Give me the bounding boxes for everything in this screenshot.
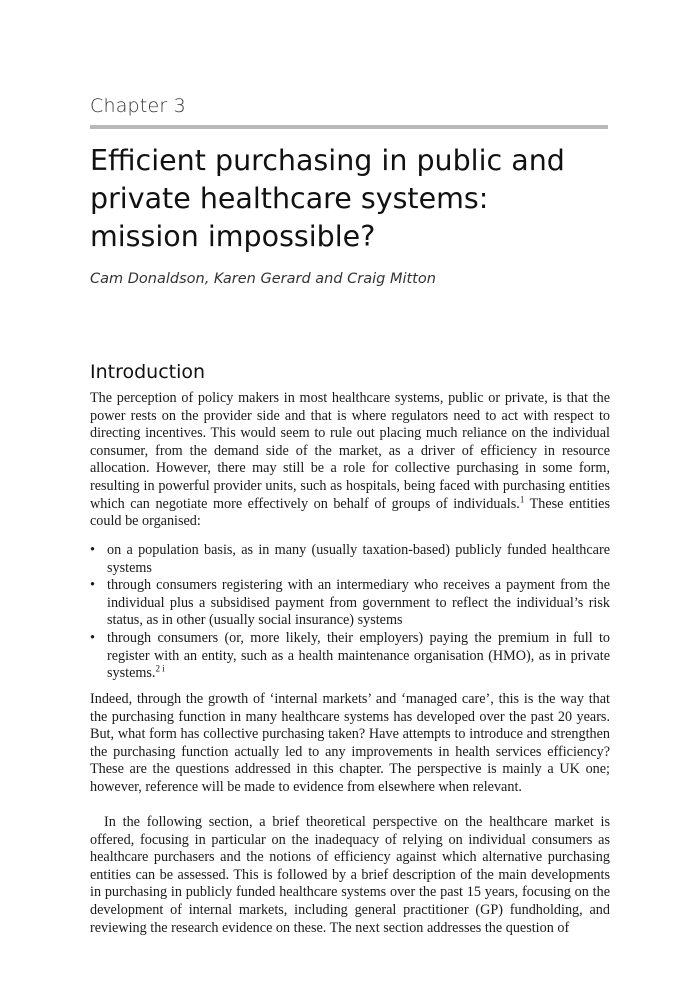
chapter-title-line-3: mission impossible? — [90, 220, 376, 253]
paragraph-3 — [90, 814, 610, 937]
footnote-ref-2[interactable]: 2 i — [155, 663, 165, 674]
list-item-text: through consumers (or, more likely, their employers) paying the premium in full to register with an entity, such as a health maintenance organisation (HMO), as in private systems. — [107, 629, 610, 682]
list-item-text: through consumers registering with an intermediary who receives a payment from the individual plus a subsidised payment from government to reflect the individual’s risk status, as in other (usually social insurance) systems — [107, 577, 610, 629]
list-item — [90, 577, 610, 630]
list-item-text: on a population basis, as in many (usually taxation-based) publicly funded healthcare systems — [107, 542, 610, 576]
footnote-ref-1[interactable]: 1 — [519, 493, 525, 504]
chapter-title-line-1: Efficient purchasing in public and — [90, 144, 565, 177]
section-heading-introduction: Introduction — [90, 361, 206, 383]
paragraph-3-text: In the following section, a brief theoretical perspective on the healthcare market is offered, focusing in particular on the inadequacy of relying on individual consumers as healthcare purchasers and the notions of efficiency against which alternative purchasing entities can be assessed. This is followed by a brief description of the main developments in purchasing in publicly funded healthcare systems over the past 15 years, focusing on the development of internal markets, including general practitioner (GP) fundholding, and reviewing the research evidence on these. The next section addresses the question of — [90, 814, 610, 936]
organisation-list — [90, 542, 610, 683]
bullet-icon: • — [90, 542, 95, 558]
chapter-title-line-2: private healthcare systems: — [90, 182, 489, 215]
paragraph-2-text: Indeed, through the growth of ‘internal markets’ and ‘managed care’, this is the way that the purchasing function in many healthcare systems has developed over the past 20 years. But, what form has collective purchasing taken? Have attempts to introduce and strengthen the purchasing function actually led to any improvements in health services efficiency? These are the questions addressed in this chapter. The perspective is mainly a UK one; however, reference will be made to evidence from elsewhere when relevant. — [90, 691, 610, 795]
paragraph-1-tail: These entities could be organised: — [90, 495, 610, 530]
bullet-icon: • — [90, 629, 95, 646]
bullet-icon: • — [90, 577, 95, 594]
chapter-divider — [90, 125, 608, 129]
chapter-authors: Cam Donaldson, Karen Gerard and Craig Mitton — [90, 271, 436, 287]
paragraph-1-text: The perception of policy makers in most healthcare systems, public or private, is that the power rests on the provider side and that is where regulators need to act with respect to directing incentives. This would seem to rule out placing much reliance on the individual consumer, from the demand side of the market, as a driver of efficiency in resource allocation. However, there may still be a role for collective purchasing in some form, resulting in powerful provider units, such as hospitals, being faced with purchasing entities which can negotiate more effectively on behalf of groups of individuals. — [90, 390, 610, 512]
list-item — [90, 542, 610, 577]
paragraph-2 — [90, 691, 610, 797]
paragraph-1 — [90, 390, 610, 531]
chapter-label: Chapter 3 — [90, 95, 186, 117]
list-item — [90, 630, 610, 683]
chapter-title — [90, 142, 610, 256]
